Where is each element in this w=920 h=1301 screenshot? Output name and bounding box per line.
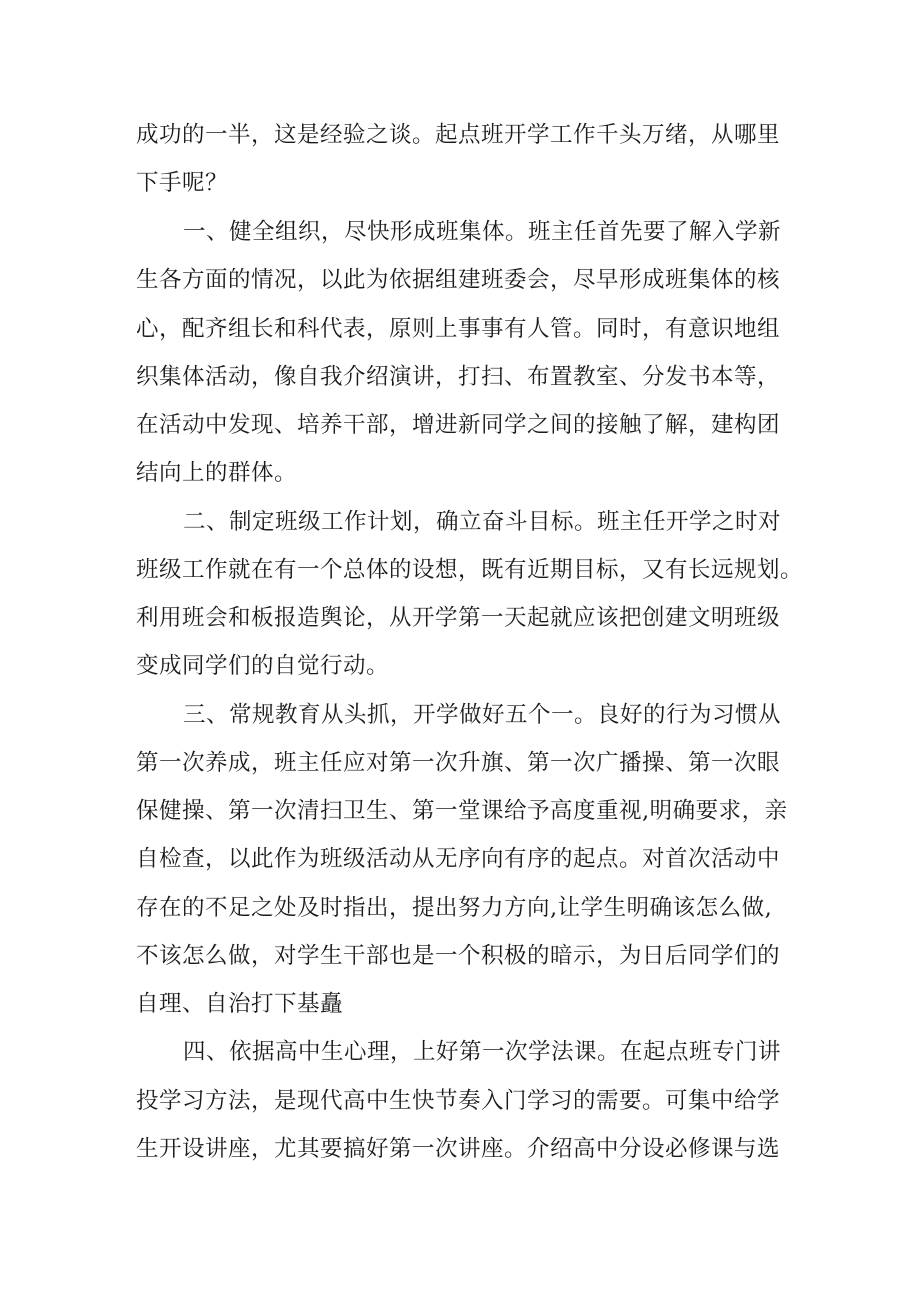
text-line: 班级工作就在有一个总体的设想，既有近期目标，又有长远规划。: [136, 557, 804, 583]
text-line: 自检查，以此作为班级活动从无序向有序的起点。对首次活动中: [136, 846, 781, 872]
text-line: 第一次养成，班主任应对第一次升旗、第一次广播操、第一次眼: [136, 750, 781, 776]
text-line: 保健操、第一次清扫卫生、第一堂课给予高度重视,明确要求，亲: [136, 798, 788, 824]
text-line: 变成同学们的自觉行动。: [136, 653, 390, 679]
text-line: 织集体活动，像自我介绍演讲，打扫、布置教室、分发书本等，: [136, 364, 781, 390]
paragraph-2-first-line: 二、制定班级工作计划，确立奋斗目标。班主任开学之时对: [183, 509, 782, 535]
text-line: 在活动中发现、培养干部，增进新同学之间的接触了解，建构团: [136, 412, 781, 438]
text-line: 投学习方法，是现代高中生快节奏入门学习的需要。可集中给学: [136, 1088, 781, 1114]
paragraph-1-first-line: 一、健全组织，尽快形成班集体。班主任首先要了解入学新: [183, 219, 782, 245]
paragraph-3-first-line: 三、常规教育从头抓，开学做好五个一。良好的行为习惯从: [183, 702, 782, 728]
text-line: 利用班会和板报造舆论，从开学第一天起就应该把创建文明班级: [136, 605, 781, 631]
text-line: 不该怎么做，对学生干部也是一个积极的暗示，为日后同学们的: [136, 943, 781, 969]
text-line: 存在的不足之处及时指出，提出努力方向,让学生明确该怎么做,: [136, 895, 773, 921]
text-line: 下手呢？: [136, 170, 229, 196]
text-line: 成功的一半，这是经验之谈。起点班开学工作千头万绪，从哪里: [136, 122, 781, 148]
text-line: 生各方面的情况，以此为依据组建班委会，尽早形成班集体的核: [136, 267, 781, 293]
text-line: 心，配齐组长和科代表，原则上事事有人管。同时，有意识地组: [136, 316, 781, 342]
text-line: 自理、自治打下基矗: [136, 991, 344, 1017]
paragraph-4-first-line: 四、依据高中生心理，上好第一次学法课。在起点班专门讲: [183, 1039, 782, 1065]
text-line: 生开设讲座，尤其要搞好第一次讲座。介绍高中分设必修课与选: [136, 1136, 781, 1162]
text-line: 结向上的群体。: [136, 460, 298, 486]
